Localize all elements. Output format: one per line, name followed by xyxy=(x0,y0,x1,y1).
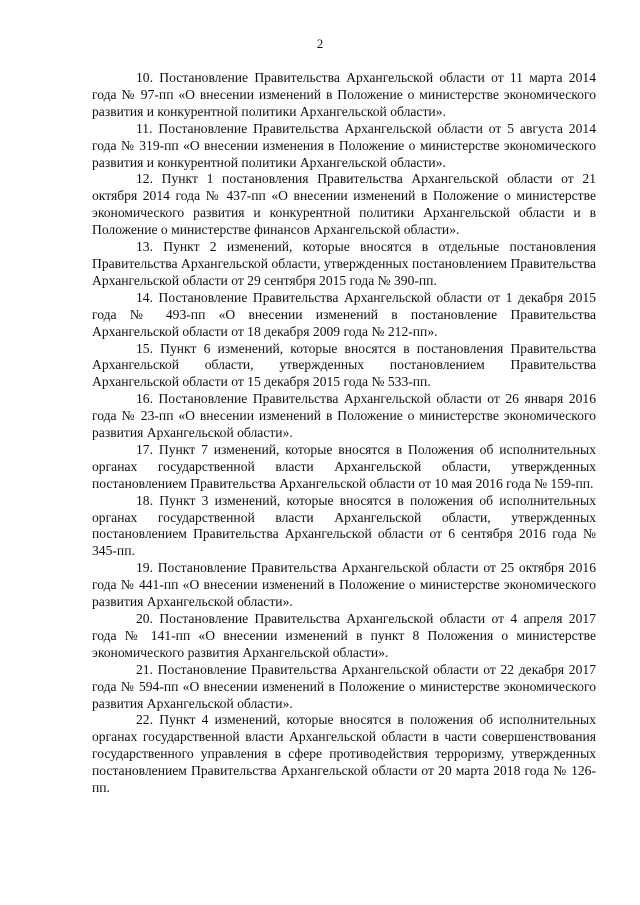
list-item: 18. Пункт 3 изменений, которые вносятся в положения об исполнительных органах государственной власти Архангельской области, утвержденных постановлением Правительства Архангельской области от 6 сентября 2016 года № 345-пп. xyxy=(92,492,596,559)
list-item: 19. Постановление Правительства Архангельской области от 25 октября 2016 года № 441-пп «О внесении изменений в Положение о министерстве экономического развития Архангельской области». xyxy=(92,560,596,610)
list-item: 13. Пункт 2 изменений, которые вносятся в отдельные постановления Правительства Архангельской области, утвержденных постановлением Правительства Архангельской области от 29 сентября 2015 года № 390-пп. xyxy=(92,239,596,288)
list-item: 21. Постановление Правительства Архангельской области от 22 декабря 2017 года № 594-пп «О внесении изменений в Положение о министерстве экономического развития Архангельской области». xyxy=(92,661,596,711)
list-item: 15. Пункт 6 изменений, которые вносятся в постановления Правительства Архангельской области, утвержденных постановлением Правительства Архангельской области от 15 декабря 2015 года № 533-пп. xyxy=(92,340,596,390)
list-item: 14. Постановление Правительства Архангельской области от 1 декабря 2015 года № 493-пп «О внесении изменений в постановление Правительства Архангельской области от 18 декабря 2009 года № 212-пп». xyxy=(92,289,596,339)
list-item: 10. Постановление Правительства Архангельской области от 11 марта 2014 года № 97-пп «О внесении изменений в Положение о министерстве экономического развития и конкурентной политики Архангельской области». xyxy=(92,70,596,119)
list-item: 20. Постановление Правительства Архангельской области от 4 апреля 2017 года № 141-пп «О внесении изменений в пункт 8 Положения о министерстве экономического развития Архангельской области». xyxy=(92,611,596,660)
page-number: 2 xyxy=(316,36,324,51)
list-item: 12. Пункт 1 постановления Правительства Архангельской области от 21 октября 2014 года № 437-пп «О внесении изменений в Положение о министерстве экономического развития и конкурентной политики Архангельской области и в Положение о министерстве финансов Архангельской области». xyxy=(92,171,596,238)
list-item: 22. Пункт 4 изменений, которые вносятся в положения об исполнительных органах государственной власти Архангельской области в части совершенствования государственного управления в сфере противодействия терроризму, утвержденных постановлением Правительства Архангельской области от 20 марта 2018 года № 126-пп. xyxy=(92,712,596,796)
list-item: 17. Пункт 7 изменений, которые вносятся в Положения об исполнительных органах государственной власти Архангельской области, утвержденных постановлением Правительства Архангельской области от 10 мая 2016 года № 159-пп. xyxy=(92,441,596,491)
document-body xyxy=(92,70,596,797)
list-item: 16. Постановление Правительства Архангельской области от 26 января 2016 года № 23-пп «О внесении изменений в Положение о министерстве экономического развития Архангельской области». xyxy=(92,391,596,441)
list-item: 11. Постановление Правительства Архангельской области от 5 августа 2014 года № 319-пп «О внесении изменения в Положение о министерстве экономического развития и конкурентной политики Архангельской области». xyxy=(92,120,596,170)
